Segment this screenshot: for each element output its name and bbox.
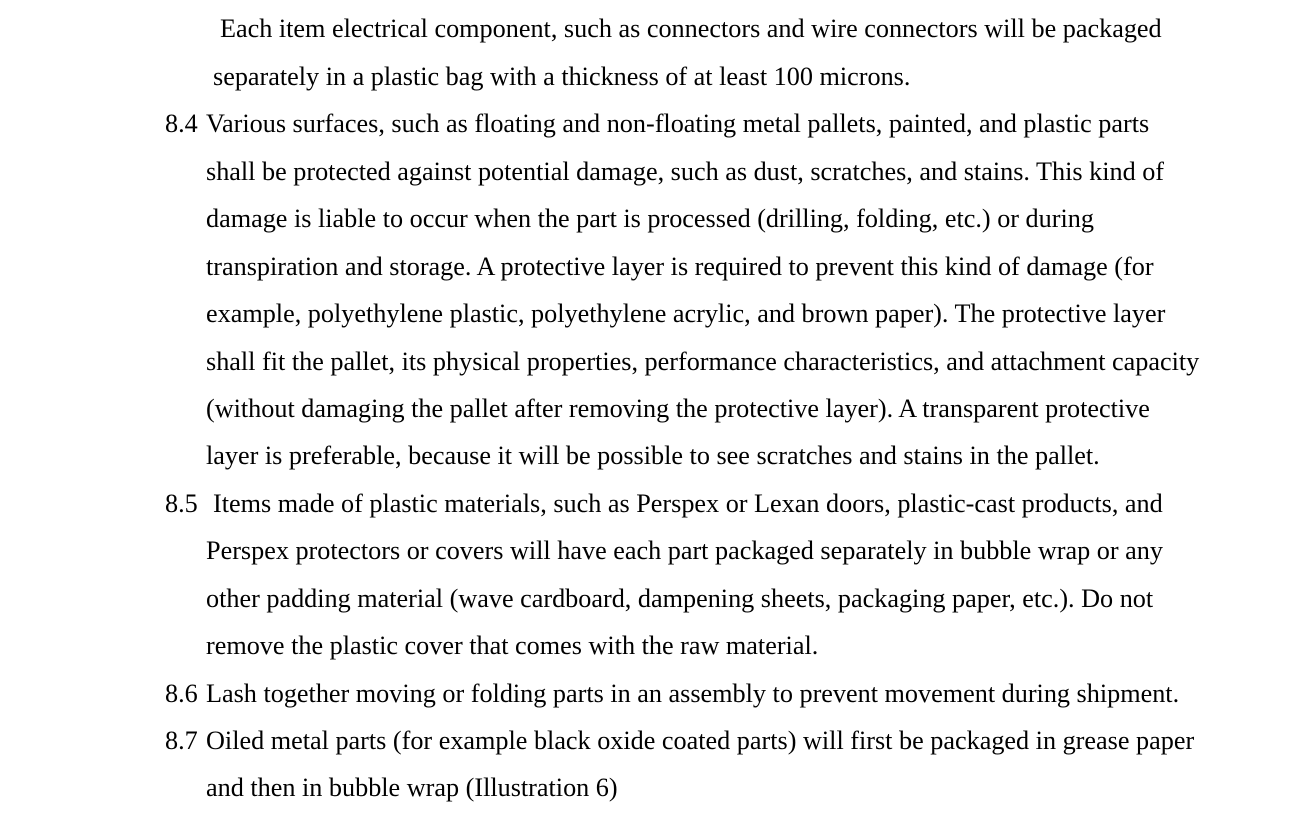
item-line: Oiled metal parts (for example black oxide coated parts) will first be packaged in grease paper <box>206 726 1195 755</box>
item-line: (without damaging the pallet after removing the protective layer). A transparent protective <box>206 394 1150 423</box>
item-line: remove the plastic cover that comes with the raw material. <box>206 631 819 660</box>
item-line: example, polyethylene plastic, polyethylene acrylic, and brown paper). The protective layer <box>206 299 1166 328</box>
item-line: shall be protected against potential damage, such as dust, scratches, and stains. This kind of <box>206 157 1165 186</box>
item-line: Perspex protectors or covers will have each part packaged separately in bubble wrap or any <box>206 536 1163 565</box>
item-line: transpiration and storage. A protective layer is required to prevent this kind of damage (for <box>206 252 1154 281</box>
item-number: 8.6 <box>165 679 198 708</box>
item-line: Various surfaces, such as floating and non-floating metal pallets, painted, and plastic parts <box>206 109 1150 138</box>
item-number: 8.4 <box>165 109 198 138</box>
item-line: Items made of plastic materials, such as Perspex or Lexan doors, plastic-cast products, and <box>213 489 1163 518</box>
item-line: layer is preferable, because it will be possible to see scratches and stains in the pallet. <box>206 441 1100 470</box>
item-number: 8.7 <box>165 726 198 755</box>
item-line: Lash together moving or folding parts in an assembly to prevent movement during shipment. <box>206 679 1180 708</box>
item-line: shall fit the pallet, its physical properties, performance characteristics, and attachment capacity <box>206 347 1200 376</box>
intro-line: separately in a plastic bag with a thickness of at least 100 microns. <box>213 62 911 91</box>
item-line: and then in bubble wrap (Illustration 6) <box>206 773 618 802</box>
item-line: other padding material (wave cardboard, dampening sheets, packaging paper, etc.). Do not <box>206 584 1154 613</box>
item-line: damage is liable to occur when the part is processed (drilling, folding, etc.) or during <box>206 204 1094 233</box>
item-number: 8.5 <box>165 489 198 518</box>
intro-line: Each item electrical component, such as connectors and wire connectors will be packaged <box>220 14 1162 43</box>
